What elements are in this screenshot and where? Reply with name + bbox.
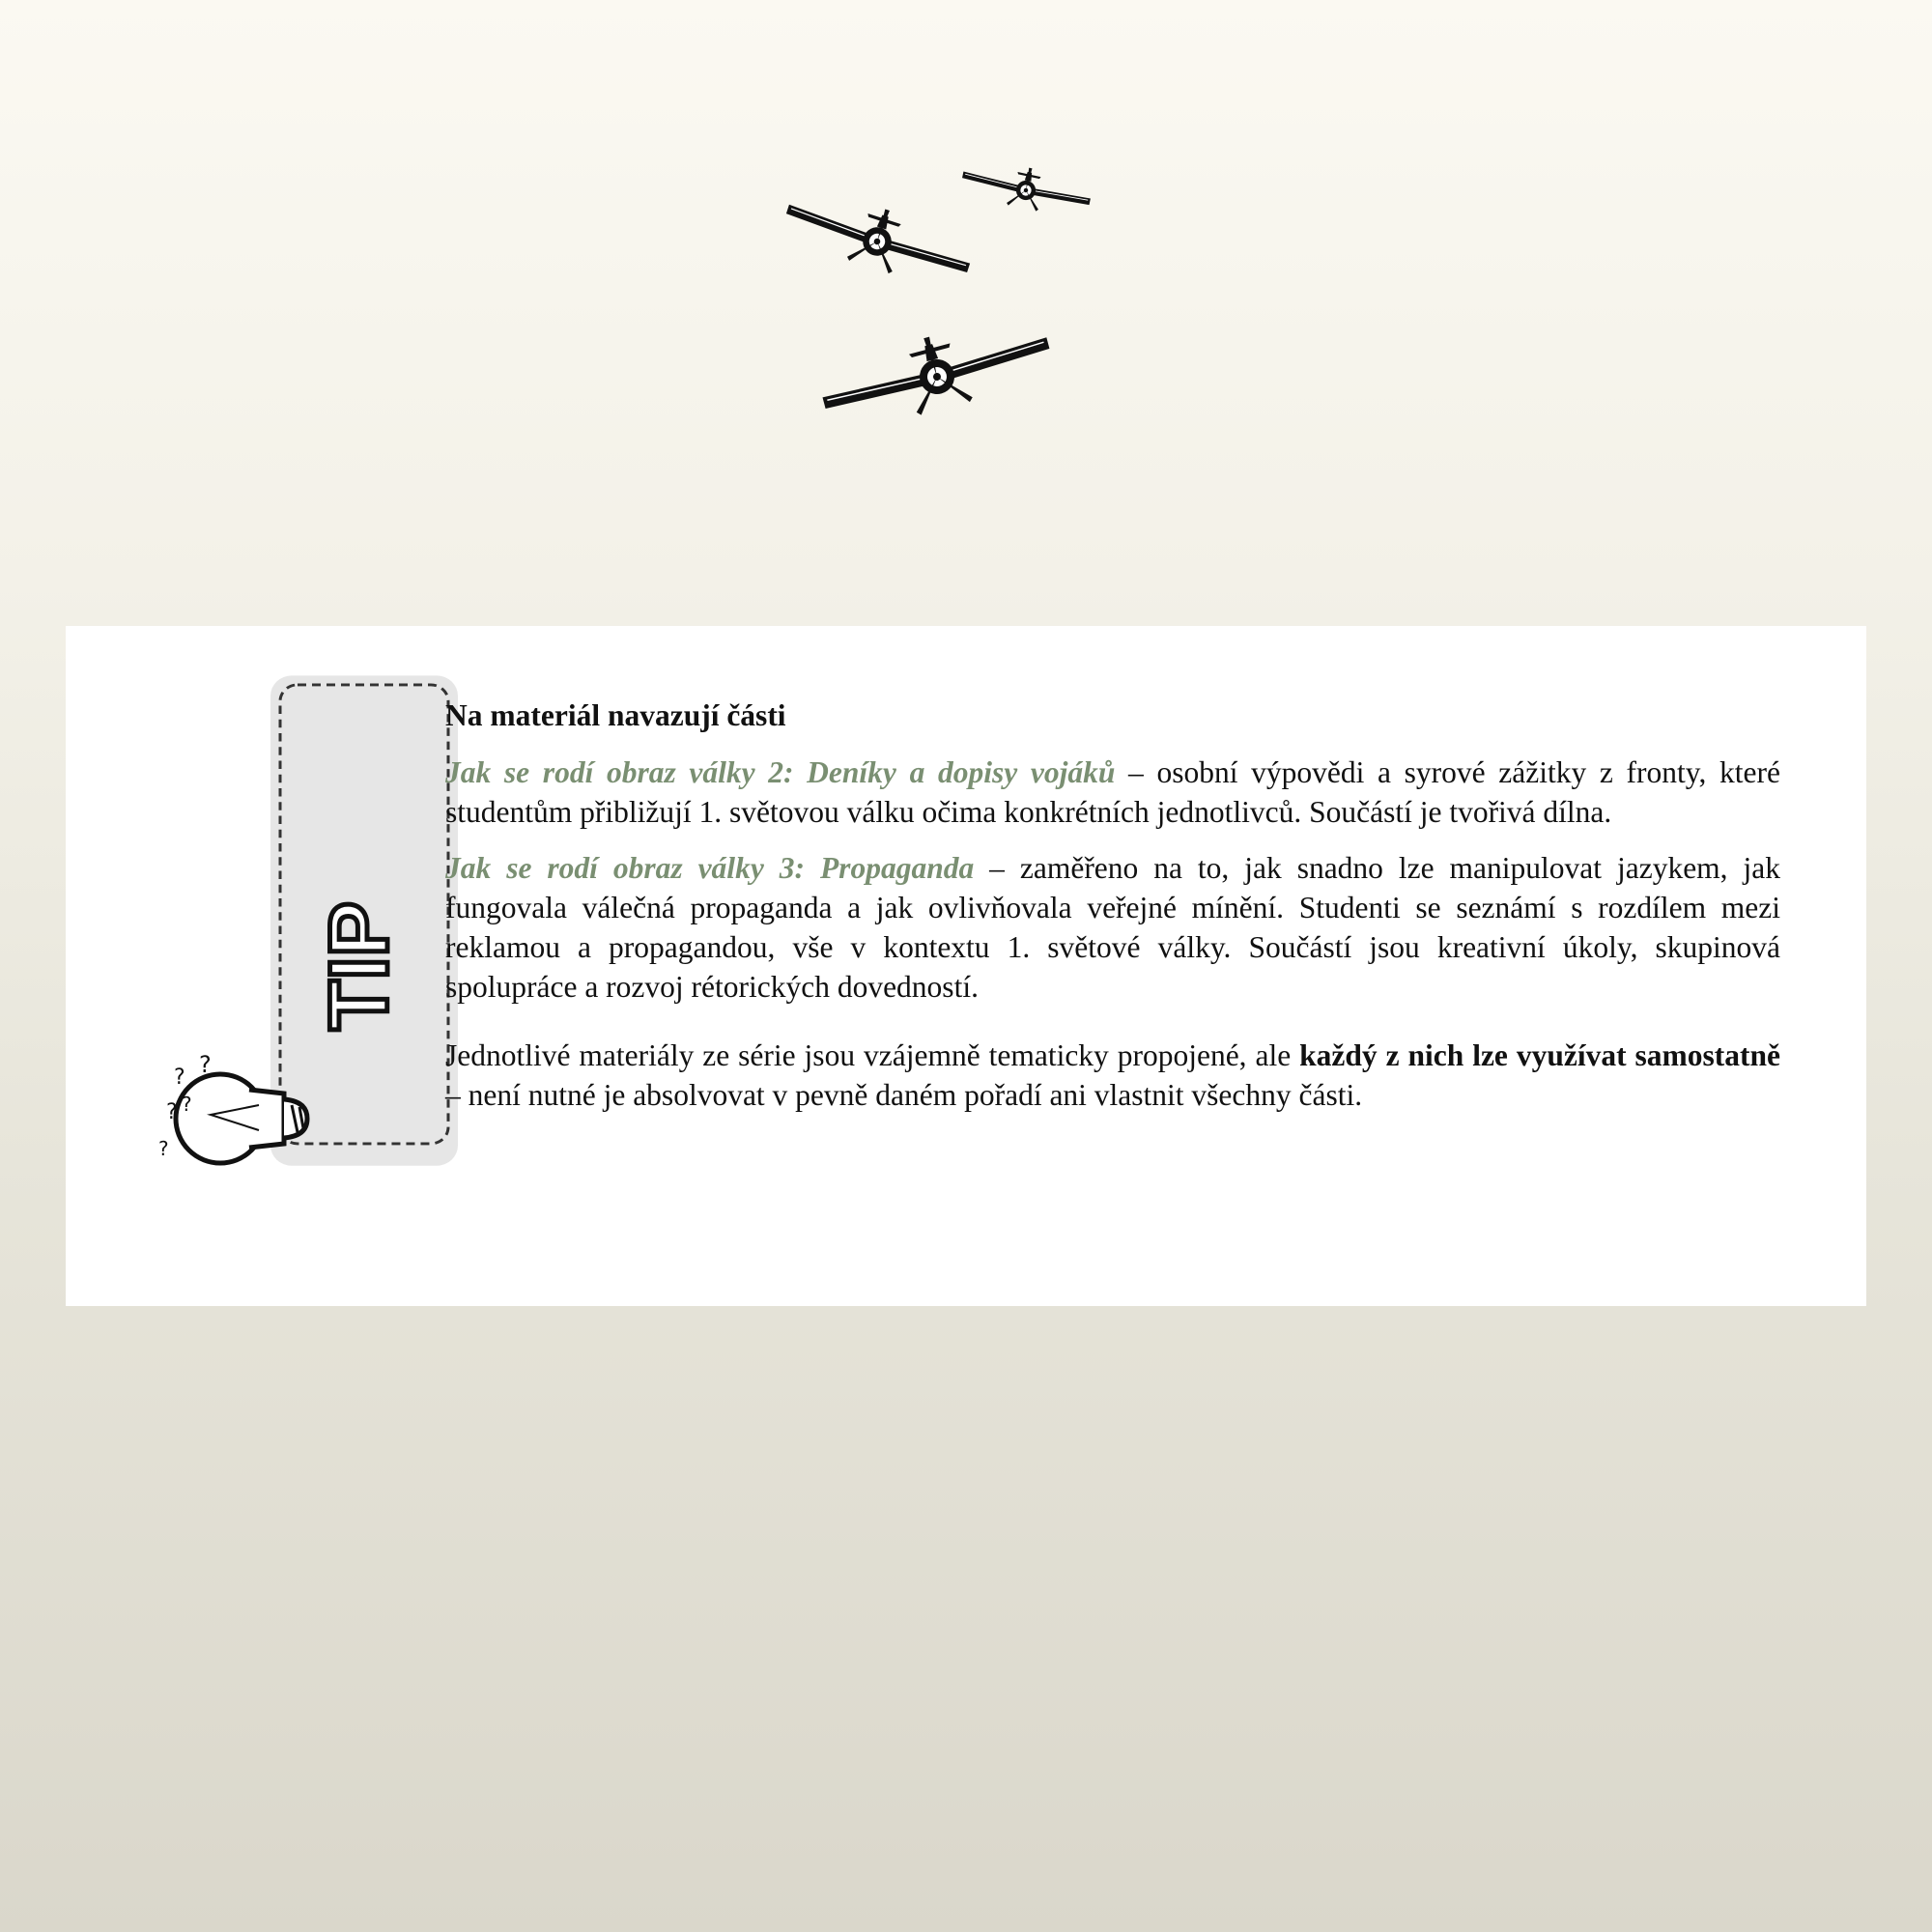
material-3-title: Jak se rodí obraz války 3: Propaganda — [445, 851, 975, 885]
tip-heading: Na materiál navazují části — [445, 698, 786, 732]
tip-content — [445, 696, 1780, 1131]
material-3-description: – zaměřeno na to, jak snadno lze manipulovat jazykem, jak fungovala válečná propaganda a jak ovlivňovala veřejné mínění. Studenti se seznámí s rozdílem mezi reklamou a propagandou, vše v kontextu 1. světové války. Součástí jsou kreativní úkoly, skupinová spolupráce a rozvoj rétorických dovedností. — [445, 851, 1780, 1004]
related-material-3 — [445, 848, 1780, 1007]
closing-text-end: – není nutné je absolvovat v pevně daném pořadí ani vlastnit všechny části. — [445, 1078, 1363, 1112]
svg-text:?: ? — [174, 1065, 185, 1090]
tip-label: TIP — [313, 901, 406, 1031]
svg-text:?: ? — [182, 1093, 192, 1116]
airplanes-illustration — [773, 155, 1101, 435]
related-material-2 — [445, 753, 1780, 832]
closing-text-start: Jednotlivé materiály ze série jsou vzájemně tematicky propojené, ale — [445, 1038, 1300, 1072]
closing-emphasis: každý z nich lze využívat samostatně — [1299, 1038, 1780, 1072]
tip-graphic — [114, 674, 500, 1177]
svg-text:?: ? — [166, 1100, 178, 1124]
material-2-title: Jak se rodí obraz války 2: Deníky a dopisy vojáků — [445, 755, 1116, 789]
svg-text:?: ? — [199, 1051, 212, 1078]
airplane-icon — [958, 155, 1094, 222]
closing-note — [445, 1036, 1780, 1115]
airplane-icon — [814, 307, 1057, 435]
airplane-icon — [779, 181, 978, 297]
tip-card — [66, 626, 1866, 1306]
material-2-description: – osobní výpovědi a syrové zážitky z fronty, které studentům přibližují 1. světovou válku očima konkrétních jednotlivců. Součástí je tvořivá dílna. — [445, 755, 1780, 829]
svg-text:?: ? — [158, 1137, 169, 1160]
